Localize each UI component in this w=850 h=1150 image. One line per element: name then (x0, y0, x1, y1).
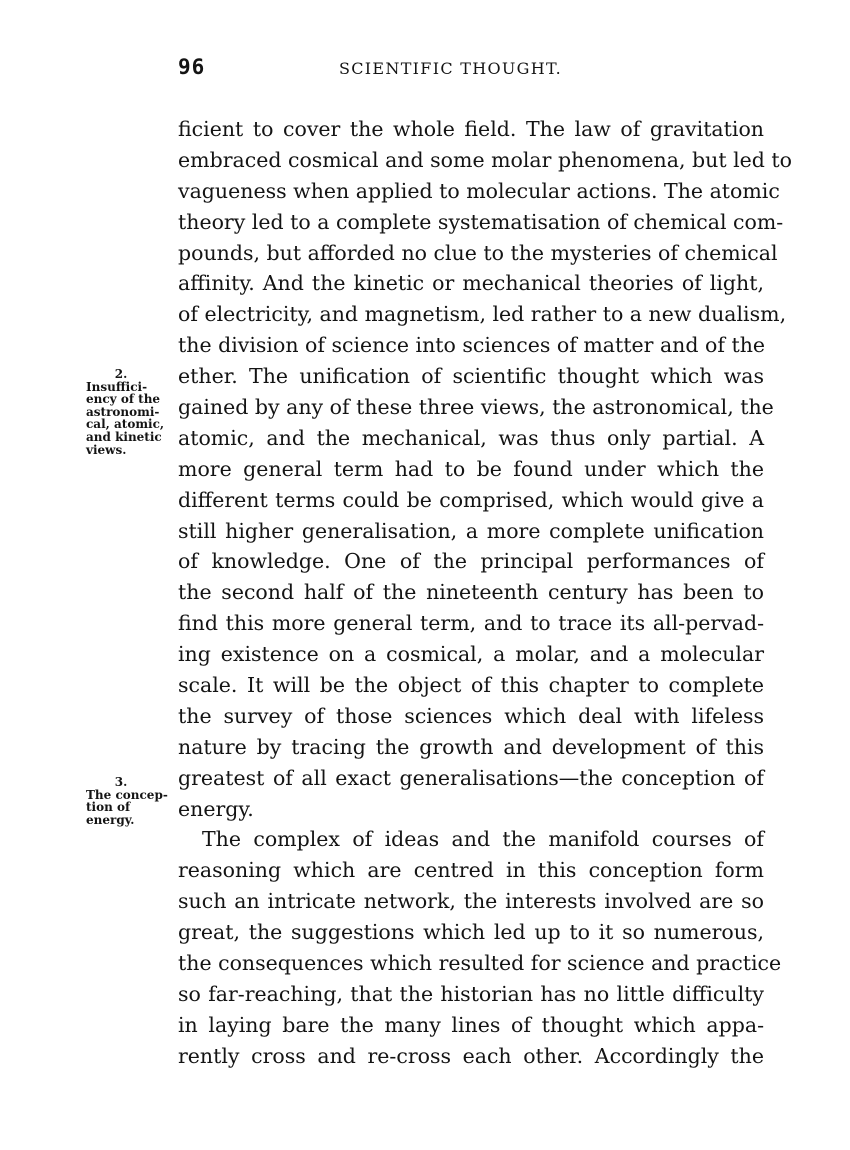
body-text (178, 114, 792, 1072)
text-line: vagueness when applied to molecular actions. The atomic (178, 178, 780, 203)
text-line: the division of science into sciences of matter and of the (178, 333, 766, 358)
text-line: great, the suggestions which led up to it so numerous, (178, 920, 764, 945)
text-line: such an intricate network, the interests involved are so (178, 889, 764, 914)
sidenote-line: and kinetic (86, 429, 162, 444)
text-line: energy. (178, 796, 254, 821)
text-line: the consequences which resulted for science and practice (178, 951, 782, 976)
sidenote-insufficiency (86, 368, 182, 456)
text-line: of electricity, and magnetism, led rather to a new dualism, (178, 302, 787, 327)
text-line: more general term had to be found under which the (178, 456, 764, 481)
page-number: 96 (178, 55, 206, 79)
sidenote-conception-of-energy (86, 776, 182, 826)
text-line: ing existence on a cosmical, a molar, and a molecular (178, 642, 764, 667)
text-line: of knowledge. One of the principal performances of (178, 549, 764, 574)
text-line: so far-reaching, that the historian has no little difficulty (178, 981, 764, 1006)
text-line: ether. The unification of scientific thought which was (178, 364, 764, 389)
sidenote-line: Insuffici- (86, 379, 148, 394)
sidenote-line: views. (86, 442, 127, 457)
text-line: still higher generalisation, a more complete unification (178, 518, 764, 543)
text-line: reasoning which are centred in this conception form (178, 858, 764, 883)
text-line: greatest of all exact generalisations—the conception of (178, 765, 764, 790)
page-header (0, 55, 850, 85)
text-line: in laying bare the many lines of thought which appa- (178, 1012, 764, 1037)
text-line: affinity. And the kinetic or mechanical theories of light, (178, 271, 764, 296)
sidenote-line: astronomi- (86, 404, 160, 419)
text-line: different terms could be comprised, which would give a (178, 487, 764, 512)
text-line: find this more general term, and to trace its all-pervad- (178, 611, 764, 636)
running-title: SCIENTIFIC THOUGHT. (339, 59, 563, 78)
paragraph-start-line: The complex of ideas and the manifold courses of (202, 827, 764, 852)
text-line: gained by any of these three views, the astronomical, the (178, 395, 774, 420)
sidenote-number: 3. (114, 775, 128, 789)
text-line: pounds, but afforded no clue to the mysteries of chemical (178, 240, 778, 265)
text-line: atomic, and the mechanical, was thus only partial. A (178, 425, 764, 450)
text-line: nature by tracing the growth and development of this (178, 734, 764, 759)
text-line: scale. It will be the object of this chapter to complete (178, 673, 764, 698)
sidenote-line: cal, atomic, (86, 417, 165, 432)
sidenote-number: 2. (114, 367, 128, 381)
sidenote-line: The concep- (86, 787, 168, 802)
text-line: the second half of the nineteenth century has been to (178, 580, 764, 605)
text-line: the survey of those sciences which deal with lifeless (178, 703, 764, 728)
text-line: theory led to a complete systematisation of chemical com- (178, 209, 784, 234)
text-line: ficient to cover the whole field. The law of gravitation (178, 117, 764, 141)
text-line: rently cross and re-cross each other. Accordingly the (178, 1043, 764, 1068)
sidenote-line: ency of the (86, 392, 161, 407)
sidenote-line: energy. (86, 812, 135, 827)
text-line: embraced cosmical and some molar phenomena, but led to (178, 147, 792, 172)
sidenote-line: tion of (86, 800, 131, 815)
